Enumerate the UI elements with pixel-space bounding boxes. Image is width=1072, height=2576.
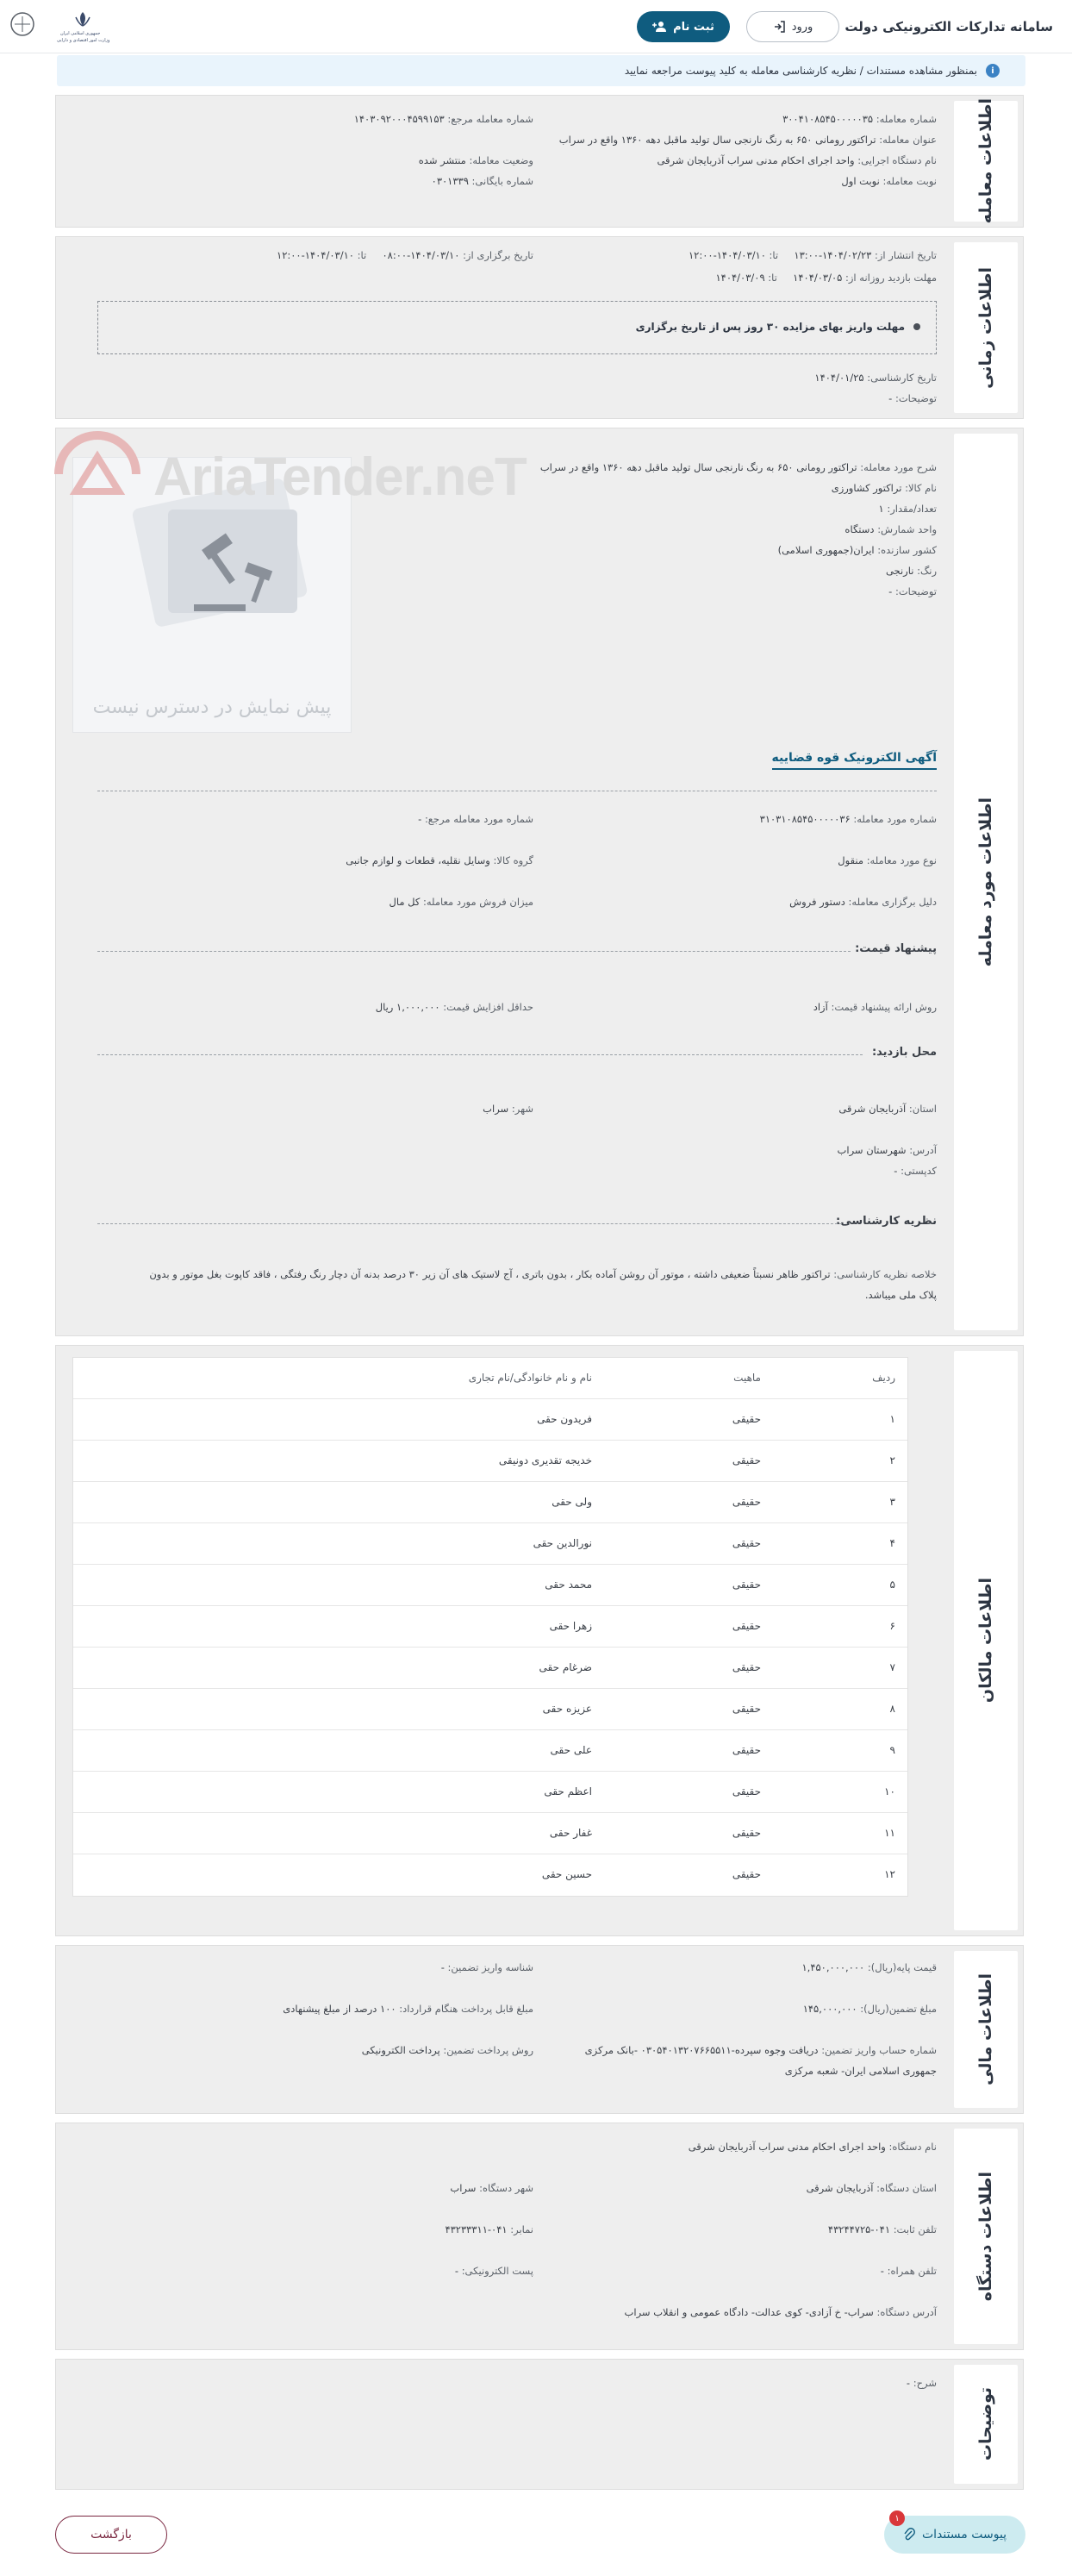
table-header [73, 1358, 907, 1399]
image-placeholder-text: پیش نمایش در دسترس نیست [92, 697, 332, 718]
device-name: نام دستگاه: واحد اجرای احکام مدنی سراب آذربایجان شرقی [688, 2141, 937, 2153]
attachment-count-badge: ۱ [889, 2510, 905, 2526]
deal-status: وضعیت معامله: منتشر شده [418, 154, 533, 166]
item-notes: توضیحات: - [888, 585, 937, 597]
gov-logo-subtext: وزارت امور اقتصادی و دارایی [57, 38, 110, 43]
divider [97, 951, 851, 952]
paperclip-icon [903, 2528, 915, 2542]
register-button[interactable] [637, 11, 730, 42]
deal-title: عنوان معامله: تراکتور رومانی ۶۵۰ به رنگ نارنجی سال تولید ماقبل دهه ۱۳۶۰ واقع در سراب [558, 134, 937, 146]
attachments-label: پیوست مستندات [921, 2528, 1007, 2542]
section-label: اطلاعات مالکان [954, 1351, 1018, 1930]
table-row: ۵ حقیقی محمد حقی [73, 1565, 907, 1606]
table-row: ۷ حقیقی ضرغام حقی [73, 1648, 907, 1689]
guarantee-amount: مبلغ تضمین(ریال): ۱۴۵,۰۰۰,۰۰۰ [802, 2003, 937, 2015]
device-fax: نمابر: ۰۴۱-۴۳۲۳۳۳۱۱ [445, 2223, 533, 2235]
notice-text: بمنظور مشاهده مستندات / نظریه کارشناسی معامله به کلید پیوست مراجعه نمایید [624, 65, 977, 77]
item-ref: شماره مورد معامله مرجع: - [418, 813, 533, 825]
expert-summary: خلاصه نظریه کارشناسی: تراکتور ظاهر نسبتاً ضعیفی داشته ، موتور آن روشن آماده بکار ، بدون باتری ، آج لاستیک های آن زیر ۳۰ درصد بدنه آن دچار رنگ رفتگی ، فاقد کاپوت بغل موتور و بدون [149, 1268, 937, 1280]
guarantee-account-cont: جمهوری اسلامی ایران- شعبه مرکزی [784, 2065, 937, 2077]
min-increase: حداقل افزایش قیمت: ۱,۰۰۰,۰۰۰ ریال [375, 1001, 533, 1013]
base-price: قیمت پایه(ریال): ۱,۴۵۰,۰۰۰,۰۰۰ [801, 1961, 937, 1973]
visit-postal: کدپستی: - [894, 1165, 937, 1177]
deal-info-section [55, 95, 1024, 228]
table-row: ۶ حقیقی زهرا حقی [73, 1606, 907, 1648]
login-icon [773, 21, 785, 33]
hold-date: تاریخ برگزاری از: ۱۴۰۴/۰۳/۱۰-۰۸:۰۰ تا: ۱۴۰۴/۰۳/۱۰-۱۲:۰۰ [277, 249, 533, 261]
device-city: شهر دستگاه: سراب [450, 2182, 533, 2194]
item-goods: نام کالا: تراکتور کشاورزی [831, 482, 937, 494]
deposit-note: مهلت واریز بهای مزایده ۳۰ روز پس از تاریخ برگزاری [636, 321, 920, 333]
item-desc: شرح مورد معامله: تراکتور رومانی ۶۵۰ به رنگ نارنجی سال تولید ماقبل دهه ۱۳۶۰ واقع در سراب [539, 461, 937, 473]
deal-turn: نوبت معامله: نوبت اول [841, 175, 937, 187]
publish-date: تاریخ انتشار از: ۱۴۰۴/۰۲/۲۳-۱۳:۰۰ تا: ۱۴۰۴/۰۳/۱۰-۱۲:۰۰ [688, 249, 937, 261]
watermark-logo-icon [41, 431, 162, 526]
item-type: نوع مورد معامله: منقول [838, 854, 937, 866]
watermark-text: AriaTender.neT [153, 447, 527, 507]
visit-address: آدرس: شهرستان سراب [837, 1144, 937, 1156]
divider [97, 1054, 863, 1055]
table-row: ۸ حقیقی عزیزه حقی [73, 1689, 907, 1730]
item-country: کشور سازنده: ایران(جمهوری اسلامی) [777, 544, 937, 556]
back-button[interactable]: بازگشت [55, 2516, 167, 2554]
item-sale: میزان فروش مورد معامله: کل مال [389, 896, 533, 908]
top-header [0, 0, 1072, 53]
deal-ref: شماره معامله مرجع: ۱۴۰۳۰۹۲۰۰۰۴۵۹۹۱۵۳ [353, 113, 533, 125]
visit-province: استان: آذربایجان شرقی [838, 1103, 937, 1115]
judiciary-ad-link[interactable]: آگهی الکترونیک قوه قضاییه [772, 751, 938, 770]
attachments-button[interactable] [884, 2513, 1025, 2554]
expert-title: نظریه کارشناسی: [836, 1215, 937, 1228]
section-label: اطلاعات دستگاه [954, 2129, 1018, 2344]
expert-summary-cont: پلاک ملی میباشد. [864, 1289, 937, 1301]
item-qty: تعداد/مقدار: ۱ [878, 503, 937, 515]
expert-date: تاریخ کارشناسی: ۱۴۰۴/۰۱/۲۵ [814, 372, 937, 384]
deposit-note-box [97, 301, 937, 354]
owners-table [72, 1357, 908, 1897]
col-row-no: ردیف [872, 1372, 895, 1384]
brand[interactable] [807, 12, 1053, 41]
col-type: ماهیت [733, 1372, 761, 1384]
table-row: ۳ حقیقی ولی حقی [73, 1482, 907, 1523]
section-label: اطلاعات مالی [954, 1951, 1018, 2108]
table-row: ۹ حقیقی علی حقی [73, 1730, 907, 1772]
device-mobile: تلفن همراه: - [880, 2265, 937, 2277]
site-title: سامانه تدارکات الکترونیکی دولت [845, 19, 1053, 34]
table-row: ۱۲ حقیقی حسین حقی [541, 1868, 895, 1880]
gov-logo-text: جمهوری اسلامی ایران [60, 31, 101, 36]
add-user-icon [652, 21, 666, 33]
visit-city: شهر: سراب [483, 1103, 533, 1115]
section-label: اطلاعات مورد معامله [954, 434, 1018, 1330]
notes-section [55, 2359, 1024, 2490]
device-address: آدرس دستگاه: سراب- خ آزادی- کوی عدالت- دادگاه عمومی و انقلاب سراب [624, 2306, 937, 2318]
item-reason: دلیل برگزاری معامله: دستور فروش [789, 896, 937, 908]
table-row: ۱۱ حقیقی غفار حقی [73, 1813, 907, 1854]
price-method: روش ارائه پیشنهاد قیمت: آزاد [813, 1001, 937, 1013]
register-label: ثبت نام [673, 20, 714, 34]
table-row: ۲ حقیقی خدیجه تقدیری دونیقی [73, 1441, 907, 1482]
deal-number: شماره معامله: ۳۰۰۴۱۰۸۵۴۵۰۰۰۰۰۳۵ [782, 113, 937, 125]
table-row: ۱۰ حقیقی اعظم حقی [73, 1772, 907, 1813]
section-label: اطلاعات معامله [954, 101, 1018, 222]
guarantee-account: شماره حساب واریز تضمین: دریافت وجوه سپرده-۰۳۰۵۴۰۱۳۲۰۷۶۶۵۵۱۱ -بانک مرکزی [584, 2044, 937, 2056]
time-desc: توضیحات: - [888, 392, 937, 404]
device-email: پست الکترونیکی: - [454, 2265, 533, 2277]
item-group: گروه کالا: وسایل نقلیه، قطعات و لوازم جانبی [346, 854, 533, 866]
price-title: پیشنهاد قیمت: [855, 942, 937, 955]
table-row: ۱ حقیقی فریدون حقی [73, 1399, 907, 1441]
device-section [55, 2123, 1024, 2350]
col-name: نام و نام خانوادگی/نام تجاری [468, 1372, 592, 1384]
bullet-icon [913, 323, 920, 330]
item-unit: واحد شمارش: دستگاه [845, 523, 937, 535]
section-label: توضیحات [954, 2365, 1018, 2484]
guarantee-pay-method: روش پرداخت تضمین: پرداخت الکترونیکی [361, 2044, 533, 2056]
gov-logos [7, 7, 110, 47]
time-info-section [55, 236, 1024, 419]
finance-section [55, 1945, 1024, 2114]
login-label: ورود [791, 20, 813, 34]
item-number: شماره مورد معامله: ۳۱۰۳۱۰۸۵۴۵۰۰۰۰۰۳۶ [759, 813, 937, 825]
login-button[interactable] [746, 11, 839, 42]
visit-title: محل بازدید: [871, 1046, 937, 1059]
deal-archive: شماره بایگانی: ۰۳۰۱۳۳۹ [431, 175, 533, 187]
visit-date: مهلت بازدید روزانه از: ۱۴۰۴/۰۳/۰۵ تا: ۱۴۰۴/۰۳/۰۹ [715, 272, 937, 284]
table-row: ۴ حقیقی نورالدین حقی [73, 1523, 907, 1565]
device-province: استان دستگاه: آذربایجان شرقی [806, 2182, 937, 2194]
info-icon: i [986, 64, 1000, 78]
attachment-notice [57, 55, 1025, 86]
divider [97, 1223, 842, 1224]
section-label: اطلاعات زمانی [954, 242, 1018, 413]
guarantee-id: شناسه واریز تضمین: - [440, 1961, 533, 1973]
notes-desc: شرح: - [906, 2377, 937, 2389]
contract-payment: مبلغ قابل پرداخت هنگام قرارداد: ۱۰۰ درصد از مبلغ پیشنهادی [283, 2003, 533, 2015]
deal-executor: نام دستگاه اجرایی: واحد اجرای احکام مدنی سراب آذربایجان شرقی [657, 154, 937, 166]
ariatender-watermark [41, 431, 558, 526]
item-color: رنگ: نارنجی [885, 565, 937, 577]
device-phone: تلفن ثابت: ۰۴۱-۴۳۲۴۴۷۲۵ [827, 2223, 937, 2235]
